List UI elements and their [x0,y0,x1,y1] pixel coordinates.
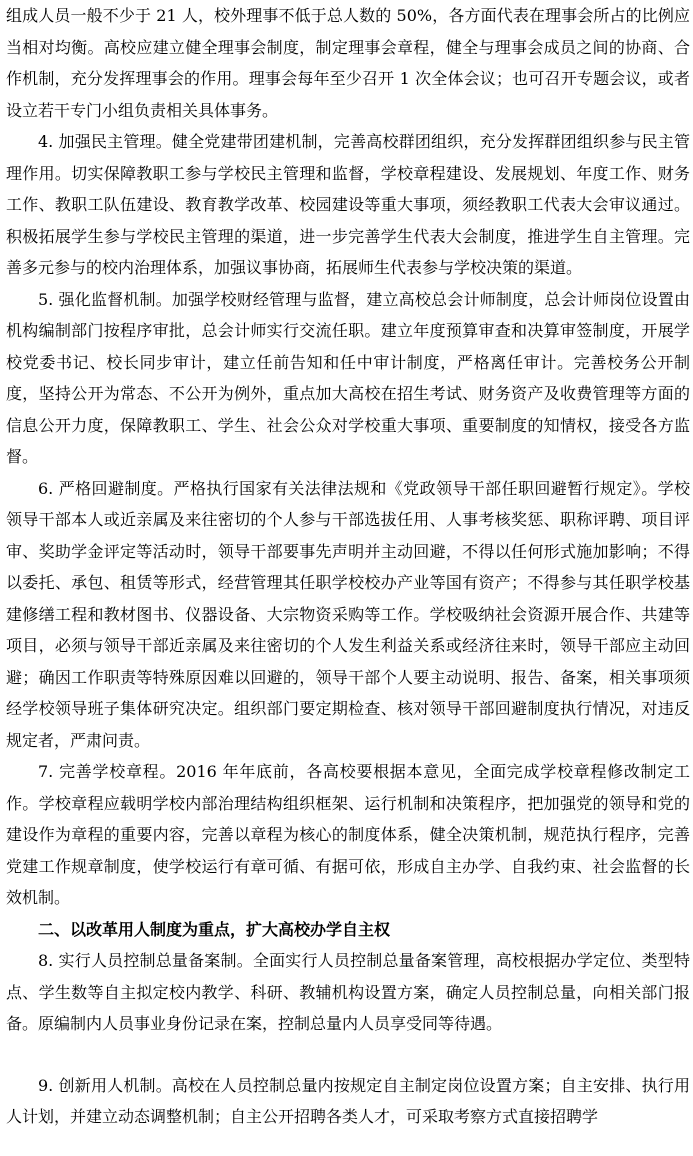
paragraph-item-5: 5. 强化监督机制。加强学校财经管理与监督，建立高校总会计师制度，总会计师岗位设置由机构编制部门按程序审批，总会计师实行交流任职。建立年度预算审查和决算审签制度，开展学校党委书记、校长同步审计，建立任前告知和任中审计制度，严格离任审计。完善校务公开制度，坚持公开为常态、不公开为例外，重点加大高校在招生考试、财务资产及收费管理等方面的信息公开力度，保障教职工、学生、社会公众对学校重大事项、重要制度的知情权，接受各方监督。 [6,289,690,466]
paragraph-gap [6,1040,690,1070]
section-heading-2: 二、以改革用人制度为重点，扩大高校办学自主权 [38,919,391,939]
document-body [6,0,690,1133]
paragraph-council: 组成人员一般不少于 21 人，校外理事不低于总人数的 50%，各方面代表在理事会所占的比例应当相对均衡。高校应建立健全理事会制度，制定理事会章程，健全与理事会成员之间的协商、合作机制，充分发挥理事会的作用。理事会每年至少召开 1 次全体会议；也可召开专题会议，或者设立若干专门小组负责相关具体事务。 [6,6,690,120]
paragraph-item-6: 6. 严格回避制度。严格执行国家有关法律法规和《党政领导干部任职回避暂行规定》。学校领导干部本人或近亲属及来往密切的个人参与干部选拔任用、人事考核奖惩、职称评聘、项目评审、奖助学金评定等活动时，领导干部要事先声明并主动回避，不得以任何形式施加影响；不得以委托、承包、租赁等形式，经营管理其任职学校校办产业等国有资产；不得参与其任职学校基建修缮工程和教材图书、仪器设备、大宗物资采购等工作。学校吸纳社会资源开展合作、共建等项目，必须与领导干部近亲属及来往密切的个人发生利益关系或经济往来时，领导干部应主动回避；确因工作职责等特殊原因难以回避的，领导干部个人要主动说明、报告、备案，相关事项须经学校领导班子集体研究决定。组织部门要定期检查、核对领导干部回避制度执行情况，对违反规定者，严肃问责。 [6,478,690,750]
paragraph-item-8: 8. 实行人员控制总量备案制。全面实行人员控制总量备案管理，高校根据办学定位、类型特点、学生数等自主拟定校内教学、科研、教辅机构设置方案，确定人员控制总量，向相关部门报备。原编制内人员事业身份记录在案，控制总量内人员享受同等待遇。 [6,951,690,1033]
paragraph-item-4: 4. 加强民主管理。健全党建带团建机制，完善高校群团组织，充分发挥群团组织参与民主管理作用。切实保障教职工参与学校民主管理和监督，学校章程建设、发展规划、年度工作、财务工作、教职工队伍建设、教育教学改革、校园建设等重大事项，须经教职工代表大会审议通过。积极拓展学生参与学校民主管理的渠道，进一步完善学生代表大会制度，推进学生自主管理。完善多元参与的校内治理体系，加强议事协商，拓展师生代表参与学校决策的渠道。 [6,132,690,277]
paragraph-item-7: 7. 完善学校章程。2016 年年底前，各高校要根据本意见，全面完成学校章程修改制定工作。学校章程应载明学校内部治理结构组织框架、运行机制和决策程序，把加强党的领导和党的建设作为章程的重要内容，完善以章程为核心的制度体系，健全决策机制，规范执行程序，完善党建工作规章制度，使学校运行有章可循、有据可依，形成自主办学、自我约束、社会监督的长效机制。 [6,762,690,907]
paragraph-item-9: 9. 创新用人机制。高校在人员控制总量内按规定自主制定岗位设置方案；自主安排、执行用人计划，并建立动态调整机制；自主公开招聘各类人才，可采取考察方式直接招聘学 [6,1075,690,1126]
